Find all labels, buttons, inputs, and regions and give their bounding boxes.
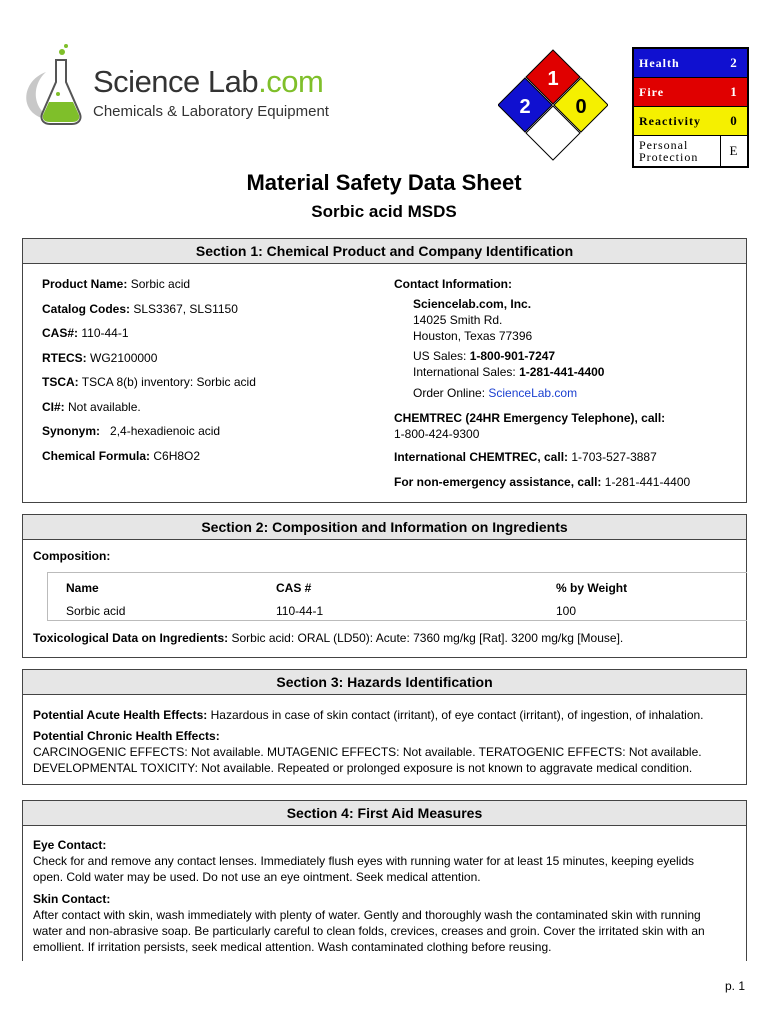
chemtrec-label: CHEMTREC (24HR Emergency Telephone), call:	[394, 411, 666, 425]
section-2-heading: Section 2: Composition and Information on Ingredients	[23, 515, 746, 540]
section-4	[22, 800, 747, 961]
hmis-fire-row: Fire 1	[634, 78, 747, 107]
logo-tagline: Chemicals & Laboratory Equipment	[93, 103, 329, 120]
eye-contact-label: Eye Contact:	[33, 838, 107, 852]
chronic-effects-line-1: CARCINOGENIC EFFECTS: Not available. MUTAGENIC EFFECTS: Not available. TERATOGENIC EFFECTS: Not available.	[33, 745, 702, 759]
address-line-1: 14025 Smith Rd.	[413, 313, 503, 327]
col-header-name: Name	[66, 581, 99, 595]
order-online-link[interactable]: ScienceLab.com	[488, 386, 578, 400]
col-header-weight: % by Weight	[556, 581, 628, 595]
chronic-effects-line-2: DEVELOPMENTAL TOXICITY: Not available. Repeated or prolonged exposure is not known to aggravate medical condition.	[33, 761, 693, 775]
section-2	[22, 514, 747, 658]
nfpa-health-value: 2	[519, 96, 531, 118]
skin-contact-label: Skin Contact:	[33, 892, 111, 906]
page-number: p. 1	[724, 979, 745, 993]
chronic-effects-label: Potential Chronic Health Effects:	[33, 729, 220, 743]
document-subtitle: Sorbic acid MSDS	[311, 202, 457, 221]
table-cell-weight: 100	[556, 604, 577, 618]
chemtrec-number: 1-800-424-9300	[394, 427, 480, 441]
composition-table	[47, 572, 747, 621]
ci-field: CI#: Not available.	[42, 400, 141, 414]
tsca-field: TSCA: TSCA 8(b) inventory: Sorbic acid	[42, 375, 256, 389]
nfpa-reactivity-value: 0	[575, 96, 587, 118]
nfpa-fire-value: 1	[547, 68, 559, 90]
skin-contact-line-3: emollient. If irritation persists, seek medical attention. Wash contaminated clothing before reusing.	[33, 940, 552, 954]
chemical-formula-field: Chemical Formula: C6H8O2	[42, 449, 201, 463]
table-cell-cas: 110-44-1	[276, 604, 324, 618]
rtecs-field: RTECS: WG2100000	[42, 351, 158, 365]
cas-field: CAS#: 110-44-1	[42, 326, 129, 340]
order-online-field: Order Online: ScienceLab.com	[413, 386, 578, 400]
section-1-heading: Section 1: Chemical Product and Company Identification	[23, 239, 746, 264]
eye-contact-line-1: Check for and remove any contact lenses. Immediately flush eyes with running water for at least 15 minutes, keeping eyelids	[33, 854, 695, 868]
section-1	[22, 238, 747, 503]
composition-label: Composition:	[33, 549, 111, 563]
contact-info-label: Contact Information:	[394, 277, 512, 291]
skin-contact-line-2: water and non-abrasive soap. Be particularly careful to clean folds, crevices, creases and groin. Cover the irritated skin with an	[33, 924, 705, 938]
section-4-heading: Section 4: First Aid Measures	[23, 801, 746, 826]
tox-data-field: Toxicological Data on Ingredients: Sorbic acid: ORAL (LD50): Acute: 7360 mg/kg [Rat]. 3200 mg/kg [Mouse].	[33, 631, 624, 645]
catalog-codes-field: Catalog Codes: SLS3367, SLS1150	[42, 302, 238, 316]
hmis-health-row: Health 2	[634, 49, 747, 78]
acute-effects-field: Potential Acute Health Effects: Hazardous in case of skin contact (irritant), of eye contact (irritant), of ingestion, of inhalation.	[33, 708, 704, 722]
skin-contact-line-1: After contact with skin, wash immediately with plenty of water. Gently and thoroughly wash the contaminated skin with running	[33, 908, 701, 922]
product-name-field: Product Name: Sorbic acid	[42, 277, 191, 291]
hmis-protection-row: Personal Protection E	[634, 136, 747, 166]
hmis-reactivity-row: Reactivity 0	[634, 107, 747, 136]
eye-contact-line-2: open. Cold water may be used. Do not use an eye ointment. Seek medical attention.	[33, 870, 481, 884]
intl-chemtrec-field: International CHEMTREC, call: 1-703-527-3887	[394, 450, 657, 464]
table-cell-name: Sorbic acid	[66, 604, 126, 618]
logo-wordmark: Science Lab.com	[93, 64, 324, 99]
col-header-cas: CAS #	[276, 581, 312, 595]
company-name: Sciencelab.com, Inc.	[413, 297, 532, 311]
synonym-field: Synonym: 2,4-hexadienoic acid	[42, 424, 221, 438]
us-sales-field: US Sales: 1-800-901-7247	[413, 349, 556, 363]
document-title: Material Safety Data Sheet	[246, 170, 522, 195]
address-line-2: Houston, Texas 77396	[413, 329, 533, 343]
non-emergency-field: For non-emergency assistance, call: 1-281-441-4400	[394, 475, 691, 489]
nfpa-diamond	[498, 48, 608, 166]
hmis-rating-table	[632, 47, 749, 168]
intl-sales-field: International Sales: 1-281-441-4400	[413, 365, 605, 379]
section-3-heading: Section 3: Hazards Identification	[23, 670, 746, 695]
section-3	[22, 669, 747, 785]
